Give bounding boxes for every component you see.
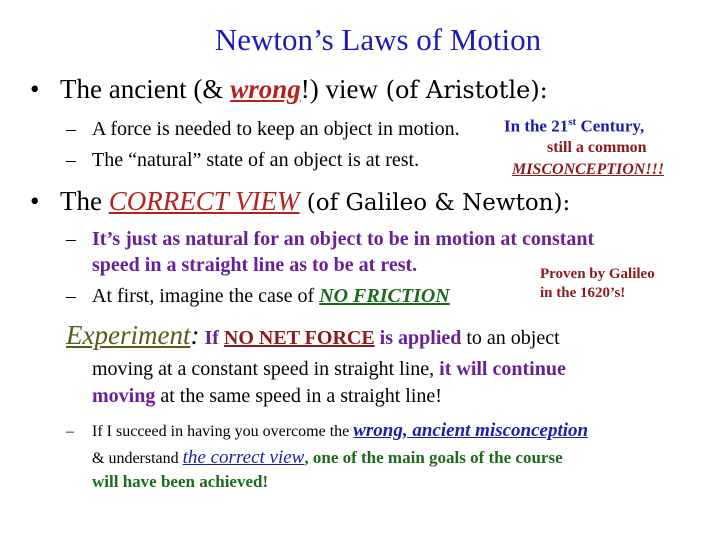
moving-emphasis: moving: [92, 385, 156, 407]
note-21st-century: [504, 116, 644, 137]
final-line3: will have been achieved!: [92, 472, 269, 491]
bullet-ancient-view: [60, 74, 548, 105]
note-still-common: still a common: [547, 139, 647, 156]
experiment-text: to an object: [461, 327, 560, 349]
experiment-line3: [92, 385, 442, 408]
experiment-text: is applied: [374, 327, 462, 349]
no-friction-emphasis: NO FRICTION: [319, 285, 450, 307]
experiment-text: moving at a constant speed in straight line,: [92, 358, 440, 380]
experiment-label: Experiment: [66, 320, 191, 350]
note-proven-by-galileo: [530, 265, 700, 303]
final-text: If I succeed in having you overcome the: [92, 423, 354, 440]
experiment-text: If: [199, 327, 224, 349]
sub-item-natural-motion-line2: speed in a straight line as to be at rest.: [92, 254, 418, 276]
dash-marker: –: [66, 149, 76, 171]
experiment-colon: :: [190, 320, 200, 350]
correct-view-emphasis: the correct view: [182, 447, 305, 468]
bullet-text: (of Galileo & Newton):: [299, 190, 571, 216]
note-text: In the 21: [504, 116, 569, 136]
bullet-marker: •: [30, 186, 40, 216]
final-text: & understand: [92, 450, 183, 467]
experiment-line2: [92, 358, 566, 381]
dash-marker: –: [66, 285, 76, 307]
final-line1: [92, 420, 588, 442]
dash-marker: –: [66, 423, 74, 440]
bullet-text: The: [60, 186, 109, 216]
note-line: Proven by Galileo: [540, 266, 655, 282]
note-text: Century,: [576, 116, 645, 136]
bullet-marker: •: [30, 74, 40, 104]
experiment-text: at the same speed in a straight line!: [155, 385, 442, 407]
sub-item-text: At first, imagine the case of: [92, 285, 320, 307]
note-line: in the 1620’s!: [540, 285, 626, 301]
note-superscript: st: [568, 116, 577, 128]
bullet-text: !) view: [300, 74, 378, 104]
sub-item-natural-state: The “natural” state of an object is at rest.: [92, 149, 420, 171]
sub-item-natural-motion-line1: It’s just as natural for an object to be in motion at constant: [92, 228, 595, 250]
continue-emphasis: it will continue: [439, 358, 566, 380]
bullet-text: (of Aristotle):: [377, 76, 548, 104]
bullet-text: The ancient (&: [60, 74, 231, 104]
wrong-misconception-emphasis: wrong, ancient misconception: [353, 420, 589, 441]
note-misconception: MISCONCEPTION!!!: [512, 161, 665, 178]
dash-marker: –: [66, 118, 76, 140]
experiment-line1: [66, 320, 560, 351]
page-title: Newton’s Laws of Motion: [214, 22, 542, 57]
correct-view-emphasis: CORRECT VIEW: [108, 186, 300, 216]
sub-item-no-friction: [92, 285, 450, 308]
final-line2: [92, 447, 563, 469]
sub-item-force: A force is needed to keep an object in motion.: [92, 118, 460, 140]
bullet-correct-view: [60, 186, 570, 217]
dash-marker: –: [66, 228, 76, 250]
no-net-force-emphasis: NO NET FORCE: [223, 327, 375, 349]
final-text: , one of the main goals of the course: [304, 448, 563, 467]
wrong-emphasis: wrong: [230, 74, 301, 104]
